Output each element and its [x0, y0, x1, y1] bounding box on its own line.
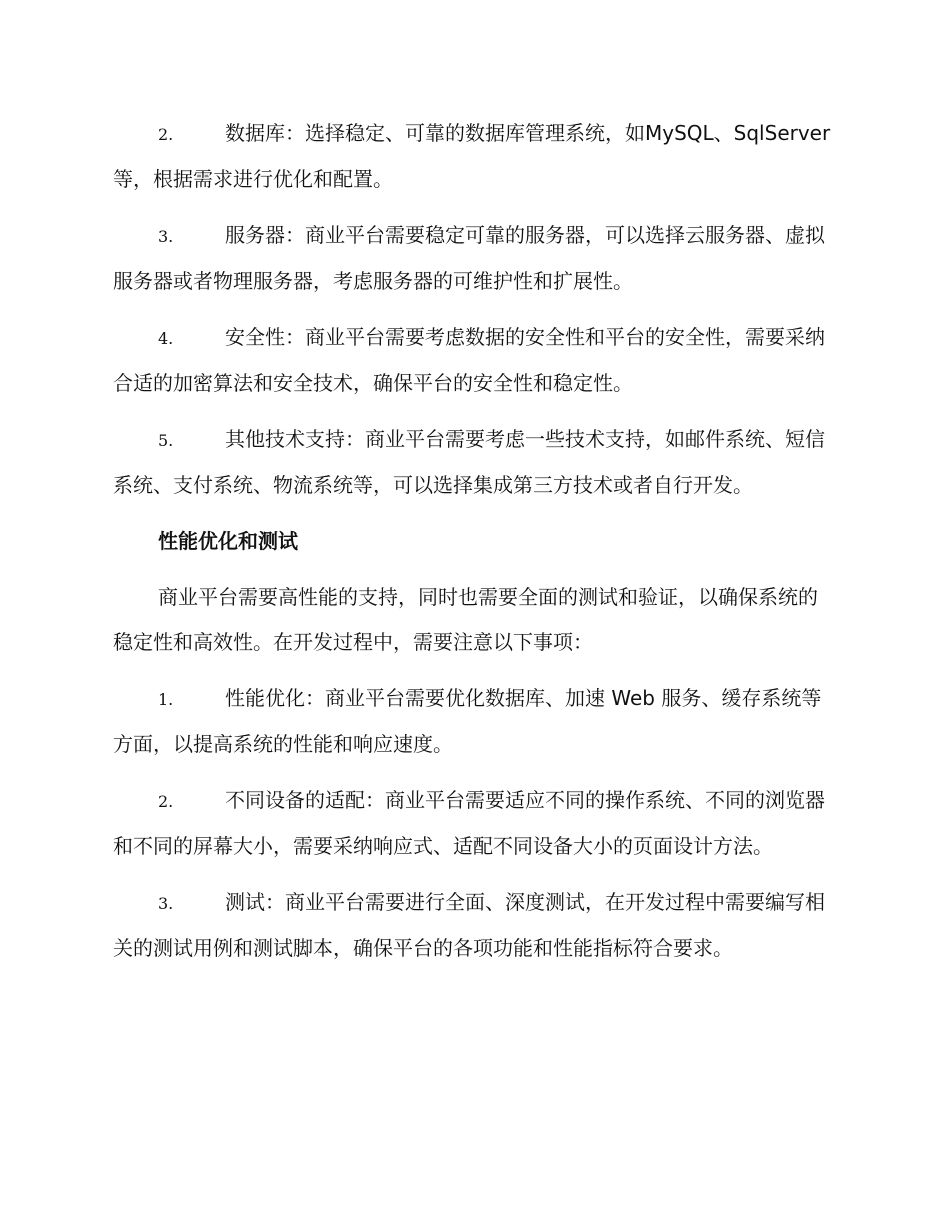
- list-number: 2.: [158, 792, 174, 811]
- list-item-other-tech: [113, 417, 835, 508]
- list-item-performance: [113, 676, 835, 767]
- list-number: 1.: [158, 690, 174, 709]
- list-item-database: [113, 111, 835, 202]
- list-number: 5.: [158, 431, 174, 450]
- section-heading: 性能优化和测试: [158, 529, 298, 553]
- section-intro: 商业平台需要高性能的支持，同时也需要全面的测试和验证，以确保系统的稳定性和高效性。在开发过程中，需要注意以下事项：: [113, 585, 818, 654]
- list-number: 3.: [158, 894, 174, 913]
- list-item-device-adaptation: [113, 778, 835, 869]
- list-number: 2.: [158, 125, 174, 144]
- list-item-server: [113, 213, 835, 304]
- list-text: 服务器：商业平台需要稳定可靠的服务器，可以选择云服务器、虚拟服务器或者物理服务器，考虑服务器的可维护性和扩展性。: [113, 223, 825, 293]
- list-number: 4.: [158, 329, 174, 348]
- list-text: 数据库：选择稳定、可靠的数据库管理系统，如MySQL、SqlServer 等，根据需求进行优化和配置。: [113, 121, 831, 191]
- list-item-testing: [113, 880, 835, 971]
- list-item-security: [113, 315, 835, 406]
- list-text: 测试：商业平台需要进行全面、深度测试，在开发过程中需要编写相关的测试用例和测试脚本，确保平台的各项功能和性能指标符合要求。: [113, 890, 825, 960]
- list-text: 其他技术支持：商业平台需要考虑一些技术支持，如邮件系统、短信系统、支付系统、物流系统等，可以选择集成第三方技术或者自行开发。: [113, 427, 825, 497]
- list-text: 性能优化：商业平台需要优化数据库、加速 Web 服务、缓存系统等方面，以提高系统的性能和响应速度。: [113, 686, 822, 756]
- document-content: [113, 111, 835, 982]
- list-text: 不同设备的适配：商业平台需要适应不同的操作系统、不同的浏览器和不同的屏幕大小，需要采纳响应式、适配不同设备大小的页面设计方法。: [113, 788, 825, 858]
- list-text: 安全性：商业平台需要考虑数据的安全性和平台的安全性，需要采纳合适的加密算法和安全技术，确保平台的安全性和稳定性。: [113, 325, 825, 395]
- list-number: 3.: [158, 227, 174, 246]
